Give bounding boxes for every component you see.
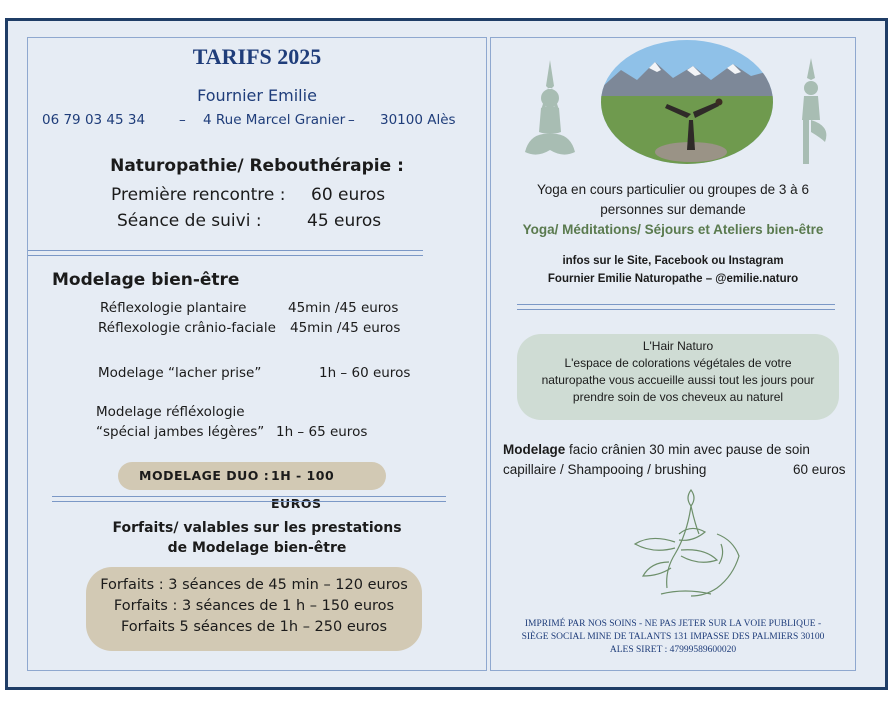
hair-naturo-box — [517, 334, 839, 420]
divider — [28, 250, 423, 256]
yoga-description-line: Yoga en cours particulier ou groupes de 3 à 6 — [537, 182, 809, 197]
service-label: Modelage réfléxologie — [96, 404, 245, 420]
city: 30100 Alès — [380, 112, 456, 128]
service-label: Réflexologie crânio-faciale — [98, 320, 276, 336]
yoga-landscape-photo — [601, 40, 773, 164]
service-price: 1h – 65 euros — [276, 424, 368, 440]
service-price: 1h – 60 euros — [319, 365, 411, 381]
hair-naturo-line: L'espace de colorations végétales de votre — [564, 356, 792, 370]
facio-text: capillaire / Shampooing / brushing — [503, 462, 707, 477]
yoga-description — [491, 180, 855, 220]
yoga-description-line: personnes sur demande — [600, 202, 746, 217]
forfaits-box — [86, 567, 422, 651]
social-info — [491, 252, 855, 288]
footer-line: SIÈGE SOCIAL MINE DE TALANTS 131 IMPASSE DES PALMIERS 30100 — [521, 632, 825, 642]
facio-cranien-offer — [503, 440, 855, 480]
modelage-heading: Modelage bien-être — [52, 270, 240, 290]
separator: – — [179, 112, 186, 128]
practitioner-name: Fournier Emilie — [197, 86, 317, 105]
yoga-meditation-icon — [519, 58, 581, 162]
footer-line: IMPRIMÉ PAR NOS SOINS - NE PAS JETER SUR LA VOIE PUBLIQUE - — [524, 619, 822, 629]
facio-price: 60 euros — [793, 462, 846, 477]
social-info-line: Fournier Emilie Naturopathe – @emilie.naturo — [547, 273, 799, 285]
first-visit-price: 60 euros — [311, 185, 386, 205]
follow-up-label: Séance de suivi : — [117, 211, 262, 231]
page-title: TARIFS 2025 — [192, 44, 322, 69]
footer-line: ALES SIRET : 47999589600020 — [609, 645, 737, 655]
service-price: 45min /45 euros — [290, 320, 401, 336]
service-label: Modelage “lacher prise” — [98, 365, 262, 381]
divider — [517, 304, 835, 310]
hair-naturo-title: L'Hair Naturo — [642, 339, 714, 353]
forfaits-heading-line: Forfaits/ valables sur les prestations — [112, 520, 402, 536]
service-price: 45min /45 euros — [288, 300, 399, 316]
hair-naturo-line: naturopathe vous accueille aussi tout les jours pour — [541, 373, 815, 387]
street-address: 4 Rue Marcel Granier — [203, 112, 346, 128]
service-label: “spécial jambes légères” — [96, 424, 265, 440]
duo-price: 1H - 100 EUROS — [271, 468, 335, 511]
right-panel — [490, 37, 856, 671]
facio-bold: Modelage — [503, 442, 566, 457]
follow-up-price: 45 euros — [307, 211, 382, 231]
phone-number: 06 79 03 45 34 — [42, 112, 146, 128]
facio-text: facio crânien 30 min avec pause de soin — [565, 442, 810, 457]
flower-woman-illustration — [621, 484, 751, 602]
naturopathie-heading: Naturopathie/ Rebouthérapie : — [110, 156, 404, 176]
forfaits-heading-line: de Modelage bien-être — [167, 540, 347, 556]
service-label: Réflexologie plantaire — [100, 300, 247, 316]
left-panel — [27, 37, 487, 671]
yoga-tree-pose-icon — [787, 56, 837, 168]
forfait-item: Forfaits : 3 séances de 45 min – 120 euros — [100, 577, 408, 593]
social-info-line: infos sur le Site, Facebook ou Instagram — [562, 255, 784, 267]
first-visit-label: Première rencontre : — [111, 185, 286, 205]
forfait-item: Forfaits 5 séances de 1h – 250 euros — [120, 619, 388, 635]
divider — [52, 496, 446, 502]
separator: – — [348, 112, 355, 128]
legal-footer — [491, 618, 855, 657]
yoga-activities: Yoga/ Méditations/ Séjours et Ateliers bien-être — [522, 222, 824, 237]
forfaits-heading — [28, 518, 486, 558]
duo-badge — [118, 462, 386, 511]
duo-label: MODELAGE DUO : — [139, 468, 270, 483]
flyer — [5, 18, 888, 690]
hair-naturo-line: prendre soin de vos cheveux au naturel — [572, 390, 784, 404]
forfait-item: Forfaits : 3 séances de 1 h – 150 euros — [113, 598, 395, 614]
